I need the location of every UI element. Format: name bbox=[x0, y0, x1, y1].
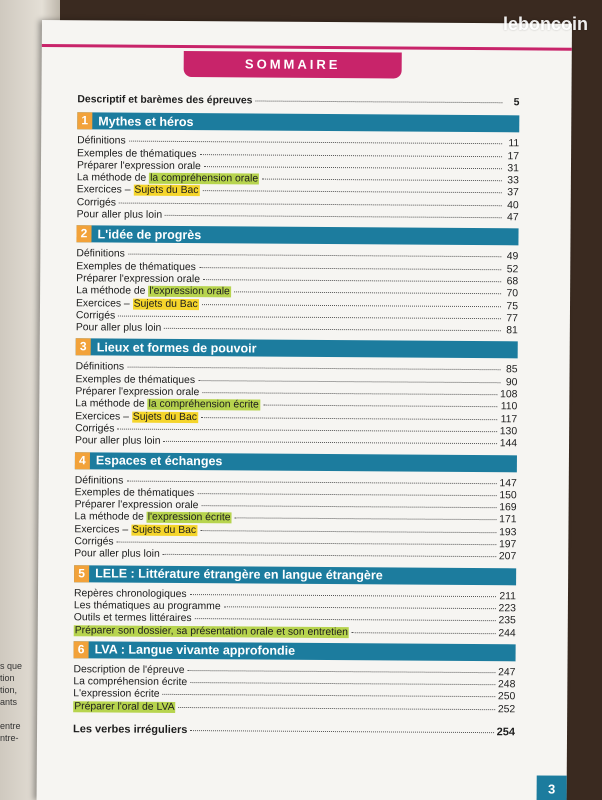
dot-leader bbox=[202, 304, 501, 307]
toc-entry bbox=[77, 209, 519, 224]
entry-label bbox=[74, 512, 231, 525]
entry-label bbox=[74, 625, 349, 639]
section-title: Lieux et formes de pouvoir bbox=[96, 340, 257, 356]
dot-leader bbox=[118, 315, 501, 319]
page-number: 3 bbox=[537, 775, 567, 800]
toc-footer-row bbox=[73, 723, 515, 738]
section-number: 3 bbox=[76, 339, 91, 356]
dot-leader bbox=[190, 730, 493, 733]
dot-leader bbox=[164, 328, 501, 331]
left-fragment bbox=[0, 708, 40, 720]
dot-leader bbox=[128, 254, 501, 258]
dot-leader bbox=[129, 141, 502, 145]
entry-prefix: La méthode de bbox=[75, 398, 148, 411]
entry-label: Repères chronologiques bbox=[73, 587, 187, 600]
section-header bbox=[74, 641, 516, 661]
entry-label: Définitions bbox=[76, 248, 125, 260]
entry-label bbox=[77, 185, 200, 198]
left-fragment: ants bbox=[0, 697, 18, 707]
section-header bbox=[76, 226, 518, 246]
toc-page bbox=[37, 20, 572, 800]
toc-entry bbox=[74, 549, 516, 564]
entry-label: Préparer l'expression orale bbox=[75, 386, 200, 399]
dot-leader bbox=[197, 493, 496, 496]
entry-page: 81 bbox=[506, 325, 518, 337]
entry-page: 147 bbox=[499, 477, 517, 489]
entry-label: Exemples de thématiques bbox=[74, 487, 195, 499]
left-fragment: tion bbox=[0, 673, 15, 683]
entry-page: 33 bbox=[507, 175, 519, 187]
left-fragment: ntre- bbox=[0, 733, 19, 743]
dot-leader bbox=[204, 166, 502, 169]
entry-label bbox=[73, 701, 175, 714]
entry-page: 197 bbox=[498, 539, 517, 551]
entry-page: 70 bbox=[506, 288, 519, 300]
dot-leader bbox=[126, 480, 496, 484]
entry-page: 11 bbox=[508, 138, 520, 150]
entry-page: 248 bbox=[497, 679, 516, 691]
entry-page: 85 bbox=[505, 364, 518, 376]
section-header bbox=[74, 565, 516, 585]
dot-leader bbox=[200, 154, 502, 157]
watermark-logo: leboncoin bbox=[503, 14, 588, 34]
entry-page: 17 bbox=[507, 150, 520, 162]
toc-content bbox=[73, 94, 519, 738]
toc-entry bbox=[75, 435, 517, 450]
entry-label: Corrigés bbox=[74, 536, 114, 548]
toc-entry bbox=[74, 625, 516, 640]
entry-prefix: Exercices – bbox=[74, 523, 132, 536]
section-header bbox=[77, 113, 519, 133]
entry-label: Définitions bbox=[74, 474, 124, 487]
top-rule bbox=[42, 44, 572, 51]
entry-label: Description de l'épreuve bbox=[73, 664, 185, 676]
entry-page: 252 bbox=[497, 703, 516, 716]
toc-section bbox=[76, 226, 519, 338]
entry-page: 52 bbox=[506, 263, 519, 276]
entry-prefix: Exercices – bbox=[75, 297, 133, 310]
footer-page: 254 bbox=[496, 726, 516, 739]
highlighted-text: Sujets du Bac bbox=[132, 411, 197, 423]
toc-intro-row bbox=[77, 94, 519, 109]
entry-label: Exemples de thématiques bbox=[75, 373, 196, 386]
left-fragment: s que bbox=[0, 661, 23, 671]
dot-leader bbox=[190, 682, 495, 685]
section-number: 6 bbox=[74, 641, 89, 658]
entry-page: 223 bbox=[498, 603, 516, 615]
entry-label: Corrigés bbox=[76, 197, 117, 209]
section-number: 2 bbox=[76, 226, 91, 243]
section-title: Mythes et héros bbox=[98, 114, 194, 129]
dot-leader bbox=[262, 179, 502, 182]
dot-leader bbox=[203, 279, 501, 282]
section-header bbox=[76, 339, 518, 359]
entry-label: La compréhension écrite bbox=[73, 676, 188, 689]
dot-leader bbox=[198, 380, 500, 383]
entry-page: 77 bbox=[506, 313, 518, 325]
entry-label bbox=[76, 286, 231, 299]
section-header bbox=[75, 452, 517, 472]
toc-sections bbox=[73, 113, 519, 717]
entry-page: 150 bbox=[499, 490, 517, 502]
entry-page: 235 bbox=[498, 615, 516, 627]
section-number: 4 bbox=[75, 452, 90, 469]
entry-page: 169 bbox=[499, 502, 517, 514]
entry-label: Corrigés bbox=[75, 310, 116, 322]
entry-prefix: La méthode de bbox=[76, 172, 150, 184]
toc-entry bbox=[76, 322, 518, 337]
entry-page: 75 bbox=[506, 300, 519, 312]
entry-page: 171 bbox=[499, 514, 517, 526]
entry-label: Pour aller plus loin bbox=[76, 209, 163, 221]
toc-section bbox=[74, 565, 516, 640]
dot-leader bbox=[263, 405, 498, 408]
dot-leader bbox=[163, 694, 495, 697]
entry-prefix: Exercices – bbox=[75, 410, 132, 423]
dot-leader bbox=[188, 670, 495, 673]
section-number: 5 bbox=[74, 565, 89, 582]
entry-page: 108 bbox=[500, 389, 518, 401]
intro-page: 5 bbox=[513, 97, 520, 109]
entry-label: Exemples de thématiques bbox=[76, 260, 196, 273]
highlighted-text: Préparer son dossier, sa présentation orale et son entretien bbox=[74, 624, 348, 638]
dot-leader bbox=[199, 267, 501, 270]
entry-label: Pour aller plus loin bbox=[75, 322, 162, 334]
entry-page: 211 bbox=[499, 590, 517, 602]
highlighted-text: la compréhension écrite bbox=[148, 399, 259, 411]
highlighted-text: Sujets du Bac bbox=[134, 185, 199, 197]
toc-section bbox=[74, 452, 517, 564]
entry-label: Corrigés bbox=[75, 423, 115, 435]
dot-leader bbox=[203, 191, 502, 194]
highlighted-text: l'expression orale bbox=[149, 286, 230, 298]
dot-leader bbox=[235, 518, 497, 521]
left-fragment: entre bbox=[0, 721, 21, 731]
highlighted-text: l'expression écrite bbox=[147, 512, 231, 524]
dot-leader bbox=[127, 367, 500, 371]
entry-label: Exemples de thématiques bbox=[77, 147, 197, 160]
dot-leader bbox=[224, 606, 496, 609]
toc-section bbox=[73, 641, 515, 716]
dot-leader bbox=[202, 392, 497, 395]
dot-leader bbox=[201, 417, 498, 420]
entry-page: 244 bbox=[498, 627, 516, 639]
entry-label bbox=[74, 524, 197, 537]
entry-label: Pour aller plus loin bbox=[75, 435, 161, 448]
entry-page: 90 bbox=[505, 376, 518, 389]
entry-page: 247 bbox=[498, 666, 516, 679]
section-title: LELE : Littérature étrangère en langue étrangère bbox=[95, 566, 383, 583]
highlighted-text: Sujets du Bac bbox=[131, 524, 197, 536]
intro-label: Descriptif et barèmes des épreuves bbox=[77, 94, 253, 107]
entry-page: 250 bbox=[497, 691, 516, 703]
dot-leader bbox=[352, 632, 495, 634]
entry-page: 31 bbox=[507, 163, 520, 175]
dot-leader bbox=[165, 215, 502, 218]
entry-label bbox=[75, 411, 198, 424]
dot-leader bbox=[179, 707, 495, 710]
left-fragment: tion, bbox=[0, 685, 18, 695]
section-title: Espaces et échanges bbox=[95, 453, 223, 469]
dot-leader bbox=[234, 292, 501, 295]
dot-leader bbox=[119, 202, 502, 206]
entry-page: 117 bbox=[500, 413, 518, 425]
dot-leader bbox=[201, 505, 496, 508]
dot-leader bbox=[117, 428, 496, 432]
dot-leader bbox=[117, 542, 496, 546]
entry-label: Préparer l'expression orale bbox=[74, 499, 199, 512]
dot-leader bbox=[200, 530, 496, 533]
entry-page: 130 bbox=[499, 426, 518, 438]
entry-label: Préparer l'expression orale bbox=[76, 273, 201, 286]
highlighted-text: Sujets du Bac bbox=[133, 298, 198, 310]
entry-label: Les thématiques au programme bbox=[73, 600, 221, 613]
entry-page: 49 bbox=[506, 251, 519, 263]
page-title: SOMMAIRE bbox=[184, 51, 402, 79]
entry-page: 110 bbox=[500, 401, 518, 413]
entry-page: 40 bbox=[507, 200, 519, 212]
toc-section bbox=[77, 113, 520, 225]
entry-label: Définitions bbox=[75, 361, 125, 374]
toc-entry bbox=[73, 701, 515, 716]
footer-label: Les verbes irréguliers bbox=[73, 723, 188, 737]
left-page-text bbox=[0, 660, 40, 744]
dot-leader bbox=[190, 594, 497, 597]
entry-prefix: La méthode de bbox=[76, 285, 149, 298]
toc-section bbox=[75, 339, 518, 451]
entry-label bbox=[76, 298, 199, 311]
section-title: LVA : Langue vivante approfondie bbox=[94, 642, 296, 659]
entry-prefix: La méthode de bbox=[74, 511, 147, 524]
entry-page: 68 bbox=[506, 276, 519, 288]
entry-label: Pour aller plus loin bbox=[74, 548, 160, 561]
entry-label: Préparer l'expression orale bbox=[76, 160, 201, 173]
entry-page: 144 bbox=[499, 438, 518, 450]
entry-prefix: Exercices – bbox=[76, 184, 134, 197]
dot-leader bbox=[255, 100, 502, 103]
entry-page: 47 bbox=[507, 212, 519, 224]
entry-page: 193 bbox=[499, 526, 517, 539]
section-number: 1 bbox=[77, 113, 92, 130]
highlighted-text: Préparer l'oral de LVA bbox=[74, 700, 175, 713]
entry-page: 207 bbox=[498, 551, 517, 563]
entry-label: Définitions bbox=[77, 135, 126, 147]
dot-leader bbox=[195, 618, 496, 621]
entry-label: L'expression écrite bbox=[73, 688, 160, 701]
section-title: L'idée de progrès bbox=[97, 227, 202, 242]
entry-page: 37 bbox=[507, 187, 519, 199]
dot-leader bbox=[164, 441, 497, 444]
entry-label: Outils et termes littéraires bbox=[73, 612, 192, 625]
highlighted-text: la compréhension orale bbox=[150, 172, 259, 185]
dot-leader bbox=[163, 554, 496, 557]
